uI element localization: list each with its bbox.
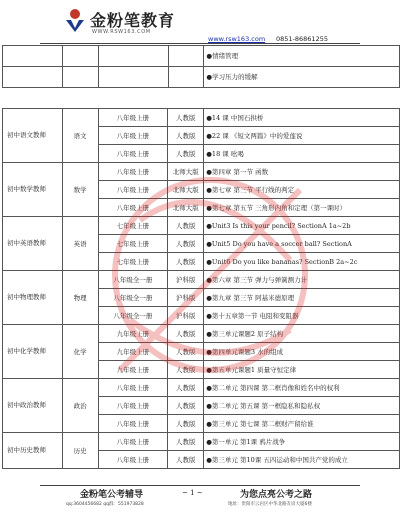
cell-grade: 九年级上册 xyxy=(98,343,168,361)
cell-edition: 北师大版 xyxy=(168,199,204,217)
table-row xyxy=(3,271,400,289)
cell-content: ●第六章 第三节 弹力与弹簧测力计 xyxy=(204,271,400,289)
cell-content: ●第四章 第一节 函数 xyxy=(204,163,400,181)
cell-grade: 八年级上册 xyxy=(98,433,168,451)
cell-edition: 人教版 xyxy=(168,109,204,127)
cell-grade: 八年级上册 xyxy=(98,199,168,217)
cell-edition: 沪科版 xyxy=(168,307,204,325)
cell-edition xyxy=(168,46,204,67)
cell-post xyxy=(3,67,63,88)
cell-subject: 数学 xyxy=(62,163,98,217)
cell-grade: 八年级全一册 xyxy=(98,271,168,289)
cell-edition: 人教版 xyxy=(168,343,204,361)
cell-subject: 历史 xyxy=(62,433,98,469)
cell-content: ●第一单元 第1课 鸦片战争 xyxy=(204,433,400,451)
table-row xyxy=(3,163,400,181)
cell-grade: 八年级上册 xyxy=(98,181,168,199)
brand-logo xyxy=(64,6,194,46)
cell-post: 初中物理教师 xyxy=(3,271,63,325)
cell-subject: 英语 xyxy=(62,217,98,271)
cell-post: 初中政治教师 xyxy=(3,379,63,433)
top-table xyxy=(2,45,400,88)
table-row xyxy=(3,379,400,397)
cell-subject: 物理 xyxy=(62,271,98,325)
cell-edition: 人教版 xyxy=(168,145,204,163)
cell-content: ●18 课 吆喝 xyxy=(204,145,400,163)
page-number: ~ 1 ~ xyxy=(182,489,203,497)
brand-url: WWW.RSW163.COM xyxy=(92,29,151,35)
cell-content: ●第二单元 第四课 第二框肖像和姓名中的权利 xyxy=(204,379,400,397)
cell-grade: 八年级全一册 xyxy=(98,289,168,307)
footer-rule xyxy=(40,485,360,486)
cell-content: ●第三单元 第10课 五四运动和中国共产党的成立 xyxy=(204,451,400,469)
cell-grade: 八年级上册 xyxy=(98,397,168,415)
table-row xyxy=(3,433,400,451)
cell-content: ●14 课 中国石拱桥 xyxy=(204,109,400,127)
cell-content: ●Unit5 Do you have a soccer ball? SectionA xyxy=(204,235,400,253)
cell-edition: 沪科版 xyxy=(168,271,204,289)
table-row xyxy=(3,109,400,127)
exam-topics-table xyxy=(2,108,400,469)
cell-edition: 人教版 xyxy=(168,325,204,343)
cell-edition: 沪科版 xyxy=(168,289,204,307)
cell-edition: 人教版 xyxy=(168,433,204,451)
site-link[interactable]: www.rsw163.com xyxy=(208,35,266,43)
cell-edition: 人教版 xyxy=(168,451,204,469)
cell-grade: 九年级上册 xyxy=(98,325,168,343)
cell-content: ●第三单元 第七课 第二框财产留给谁 xyxy=(204,415,400,433)
cell-edition: 人教版 xyxy=(168,415,204,433)
cell-grade xyxy=(98,46,168,67)
cell-grade: 八年级上册 xyxy=(98,127,168,145)
cell-subject xyxy=(62,67,98,88)
cell-grade xyxy=(98,67,168,88)
cell-edition: 人教版 xyxy=(168,379,204,397)
cell-grade: 九年级上册 xyxy=(98,361,168,379)
cell-subject xyxy=(62,46,98,67)
cell-edition: 北师大版 xyxy=(168,181,204,199)
logo-mark-icon xyxy=(64,8,86,34)
cell-edition: 人教版 xyxy=(168,253,204,271)
header-rule xyxy=(40,43,360,44)
cell-post: 初中语文教师 xyxy=(3,109,63,163)
cell-content: ●第四单元课题3 水的组成 xyxy=(204,343,400,361)
cell-edition: 人教版 xyxy=(168,235,204,253)
cell-edition: 北师大版 xyxy=(168,163,204,181)
cell-edition: 人教版 xyxy=(168,397,204,415)
cell-content: ●第五单元课题1 质量守恒定律 xyxy=(204,361,400,379)
cell-grade: 八年级上册 xyxy=(98,163,168,181)
cell-edition: 人教版 xyxy=(168,217,204,235)
cell-grade: 八年级上册 xyxy=(98,109,168,127)
cell-grade: 七年级上册 xyxy=(98,217,168,235)
cell-content: ●情绪管理 xyxy=(204,46,400,67)
cell-edition xyxy=(168,67,204,88)
cell-content: ●第七章 第三节 平行线的判定 xyxy=(204,181,400,199)
cell-post: 初中化学教师 xyxy=(3,325,63,379)
cell-post: 初中历史教师 xyxy=(3,433,63,469)
cell-post: 初中数学教师 xyxy=(3,163,63,217)
footer-address: 地址：贵阳市云岩区中华北路友谊大厦6楼 xyxy=(228,502,312,507)
cell-edition: 人教版 xyxy=(168,361,204,379)
cell-subject: 化学 xyxy=(62,325,98,379)
cell-grade: 八年级上册 xyxy=(98,415,168,433)
cell-post: 初中英语教师 xyxy=(3,217,63,271)
cell-content: ●Unit6 Do you like bananas? SectionB 2a~2c xyxy=(204,253,400,271)
cell-subject: 政治 xyxy=(62,379,98,433)
phone-number: 0851-86861255 xyxy=(276,35,328,43)
cell-content: ●第三单元课题2 原子结构 xyxy=(204,325,400,343)
footer-right: 为您点亮公考之路 xyxy=(240,490,313,500)
cell-grade: 八年级全一册 xyxy=(98,307,168,325)
cell-post xyxy=(3,46,63,67)
cell-content: ●第九章 第三节 阿基米德原理 xyxy=(204,289,400,307)
table-row xyxy=(3,46,400,67)
cell-grade: 七年级上册 xyxy=(98,253,168,271)
table-row xyxy=(3,217,400,235)
footer-contact: qq:3604456682 qq群：551973828 xyxy=(66,502,144,507)
cell-content: ●第七章 第五节 三角形内角和定理（第一课时） xyxy=(204,199,400,217)
cell-content: ●第二单元 第五课 第一框隐私和隐私权 xyxy=(204,397,400,415)
brand-name: 金粉笔教育 xyxy=(90,11,176,30)
cell-content: ●22 课 《短文两篇》中的爱莲说 xyxy=(204,127,400,145)
cell-grade: 七年级上册 xyxy=(98,235,168,253)
cell-grade: 八年级上册 xyxy=(98,379,168,397)
table-row xyxy=(3,325,400,343)
cell-edition: 人教版 xyxy=(168,127,204,145)
cell-content: ●第十五章第一节 电阻和变阻器 xyxy=(204,307,400,325)
cell-content: ●学习压力的缓解 xyxy=(204,67,400,88)
table-row xyxy=(3,67,400,88)
cell-content: ●Unit3 Is this your pencil? SectionA 1a~2b xyxy=(204,217,400,235)
footer-left: 金粉笔公考辅导 xyxy=(80,490,144,500)
cell-subject: 语文 xyxy=(62,109,98,163)
cell-grade: 八年级上册 xyxy=(98,145,168,163)
cell-grade: 八年级上册 xyxy=(98,451,168,469)
